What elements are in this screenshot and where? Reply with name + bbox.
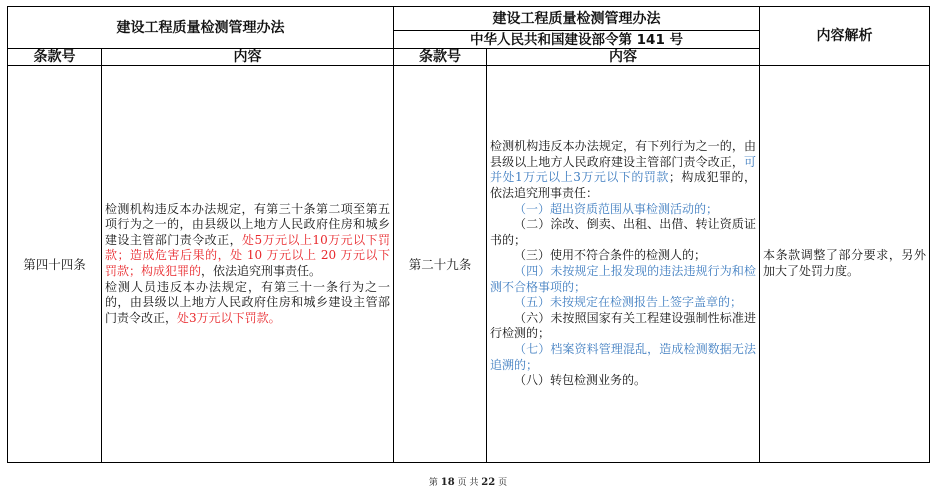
new-regulation-subtitle: 中华人民共和国建设部令第 141 号 <box>394 31 760 49</box>
new-item-3: （三）使用不符合条件的检测人的； <box>514 248 707 263</box>
col-header-content-new: 内容 <box>487 49 760 66</box>
old-content-paragraph-2 <box>105 280 390 327</box>
total-page-number: 22 <box>481 477 496 488</box>
col-header-article-old: 条款号 <box>8 49 102 66</box>
old-p1-text: 检测机构违反本办法规定，有第三十条第二项至第五项行为之一的，由县级以上地方人民政府住房和城乡建设主管部门责令改正， <box>105 201 390 247</box>
new-regulation-title: 建设工程质量检测管理办法 <box>394 7 760 31</box>
new-item-2: （二）涂改、倒卖、出租、出借、转让资质证书的； <box>490 217 756 247</box>
old-p1-penalty: 处5万元以上10万元以下罚款；造成危害后果的，处 10 万元以上 20 万元以下罚款；构成犯罪的 <box>105 232 390 278</box>
new-intro-tail: ；构成犯罪的，依法追究刑事责任： <box>490 170 756 201</box>
new-item-4: （四）未按规定上报发现的违法违规行为和检测不合格事项的； <box>490 264 756 294</box>
new-item-8: （八）转包检测业务的。 <box>514 373 647 388</box>
new-item-1: （一）超出资质范围从事检测活动的； <box>514 201 719 216</box>
old-p2-text: 检测人员违反本办法规定，有第三十一条行为之一的，由县级以上地方人民政府住房和城乡建设主管部门责令改正， <box>105 279 390 325</box>
col-header-article-new: 条款号 <box>394 49 487 66</box>
comparison-table <box>7 6 930 463</box>
old-article-number: 第四十四条 <box>8 66 102 463</box>
old-regulation-title: 建设工程质量检测管理办法 <box>8 7 394 49</box>
new-article-content <box>487 66 760 463</box>
new-item-7: （七）档案资料管理混乱，造成检测数据无法追溯的； <box>490 341 756 372</box>
current-page-number: 18 <box>440 477 455 488</box>
footer-pre: 第 <box>428 478 441 488</box>
new-article-number: 第二十九条 <box>394 66 487 463</box>
old-content-paragraph-1 <box>105 202 390 280</box>
footer-post: 页 <box>495 478 508 488</box>
old-p1-tail: ，依法追究刑事责任。 <box>201 264 322 278</box>
new-item-6: （六）未按照国家有关工程建设强制性标准进行检测的； <box>490 310 756 341</box>
old-article-content <box>102 66 394 463</box>
old-p2-penalty: 处3万元以下罚款。 <box>177 310 281 325</box>
analysis-content: 本条款调整了部分要求，另外加大了处罚力度。 <box>760 66 930 463</box>
new-content-intro <box>490 139 756 201</box>
footer-mid: 页 共 <box>454 478 482 488</box>
analysis-header: 内容解析 <box>760 7 930 66</box>
new-item-5: （五）未按规定在检测报告上签字盖章的； <box>514 295 743 310</box>
page-footer <box>0 475 936 488</box>
new-intro-penalty: 可并处1万元以上3万元以下的罚款 <box>490 154 756 185</box>
new-intro-text: 检测机构违反本办法规定，有下列行为之一的，由县级以上地方人民政府建设主管部门责令改正， <box>490 139 756 169</box>
col-header-content-old: 内容 <box>102 49 394 66</box>
